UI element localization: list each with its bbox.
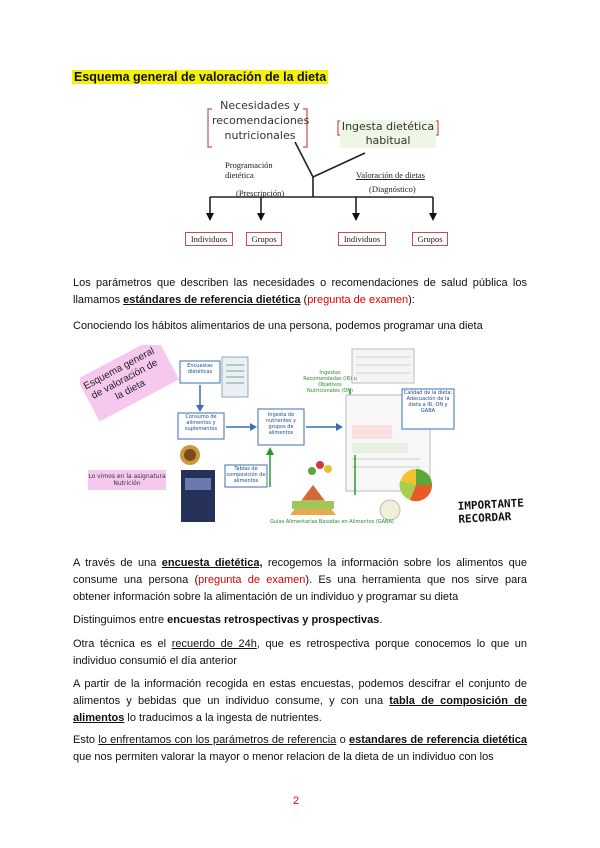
para3-term: encuesta dietética, [161, 557, 263, 569]
tables-label: Tablas de composición de alimentos [226, 466, 266, 484]
assessment-label: Valoración de dietas [356, 170, 425, 180]
exam-note: pregunta de examen [198, 574, 306, 586]
para1-open: ( [303, 294, 308, 306]
paragraph-24h [73, 636, 527, 670]
para1-text: Los parámetros que describen las necesidades o recomendaciones de salud pública los llamamos [73, 277, 527, 306]
sticky-title: Esquema general de valoración de la dieta [81, 345, 160, 403]
exam-note: pregunta de examen [307, 294, 409, 306]
paragraph-composition [73, 676, 527, 727]
intake-label: Ingesta dietética habitual [341, 120, 435, 147]
diagnosis-label: (Diagnóstico) [369, 184, 416, 194]
para4-term: encuestas retrospectivas y prospectivas [167, 614, 380, 626]
para5-text-a: Otra técnica es el [73, 638, 167, 650]
leaf-individuals-2: Individuos [338, 232, 386, 246]
section-heading: Esquema general de valoración de la dieta [74, 70, 327, 84]
programming-label: Programación dietética [225, 160, 273, 180]
para7-text-b: que nos permiten valorar la mayor o menor relacion de la dieta de un individuo con los [73, 751, 494, 763]
para7-mid: o [339, 734, 346, 746]
para3-text-b: recogemos la información sobre los alimentos que consume una persona ( [73, 557, 527, 586]
paragraph-habits: Conociendo los hábitos alimentarios de una persona, podemos programar una dieta [73, 320, 483, 332]
para1-close: ): [408, 294, 415, 306]
para6-text-b: lo traducimos a la ingesta de nutrientes. [127, 712, 322, 724]
para7-term1: lo enfrentamos con los parámetros de referencia [98, 734, 337, 746]
para4-text-b: . [379, 614, 383, 626]
paragraph-types [73, 612, 527, 629]
leaf-groups-1: Grupos [246, 232, 282, 246]
important-stamp: IMPORTANTE RECORDAR [457, 496, 525, 526]
paragraph-reference [73, 732, 527, 766]
gaba-label: Guías Alimentarias Basadas en Alimentos (GABA) [270, 519, 394, 525]
para7-term2: estandares de referencia dietética [349, 734, 528, 746]
needs-label: Necesidades y recomendaciones nutricionales [212, 99, 310, 142]
page-number: 2 [293, 795, 300, 807]
para5-term: recuerdo de 24h [171, 638, 257, 650]
consumption-label: Consumo de alimentos y suplementos [184, 414, 218, 432]
leaf-groups-2: Grupos [412, 232, 448, 246]
quality-label: Calidad de la dieta: Adecuación de la dieta a IR, ON y GABA [403, 390, 453, 414]
paragraph-standards [73, 275, 527, 309]
para5-text-b: , que es retrospectiva porque conocemos lo que un individuo consumió el día anterior [73, 638, 528, 667]
prescription-label: (Prescripción) [236, 188, 285, 198]
paragraph-survey [73, 555, 527, 606]
dri-label: Ingestas Recomendadas (IR) u Objetivos Nutricionales (ON) [303, 370, 357, 394]
leaf-individuals-1: Individuos [185, 232, 233, 246]
intake-label: Ingesta de nutrientes y grupos de alimentos [265, 412, 297, 436]
para3-text-c: ). Es una herramienta que nos sirve para obtener información sobre la alimentación de un individuo y programar su dieta [73, 574, 527, 603]
para3-text-a: A través de una [73, 557, 157, 569]
para7-text-a: Esto [73, 734, 96, 746]
surveys-label: Encuestas dietéticas [187, 363, 213, 375]
para6-term: tabla de composición de alimentos [73, 695, 527, 724]
para4-text-a: Distinguimos entre [73, 614, 165, 626]
sticky-note: Lo vimos en la asignatura Nutrición [88, 473, 166, 487]
para1-term: estándares de referencia dietética [123, 294, 301, 306]
para6-text-a: A partir de la información recogida en estas encuestas, podemos descifrar el conjunto de alimentos y bebidas que un individuo consume, y con una [73, 678, 527, 707]
